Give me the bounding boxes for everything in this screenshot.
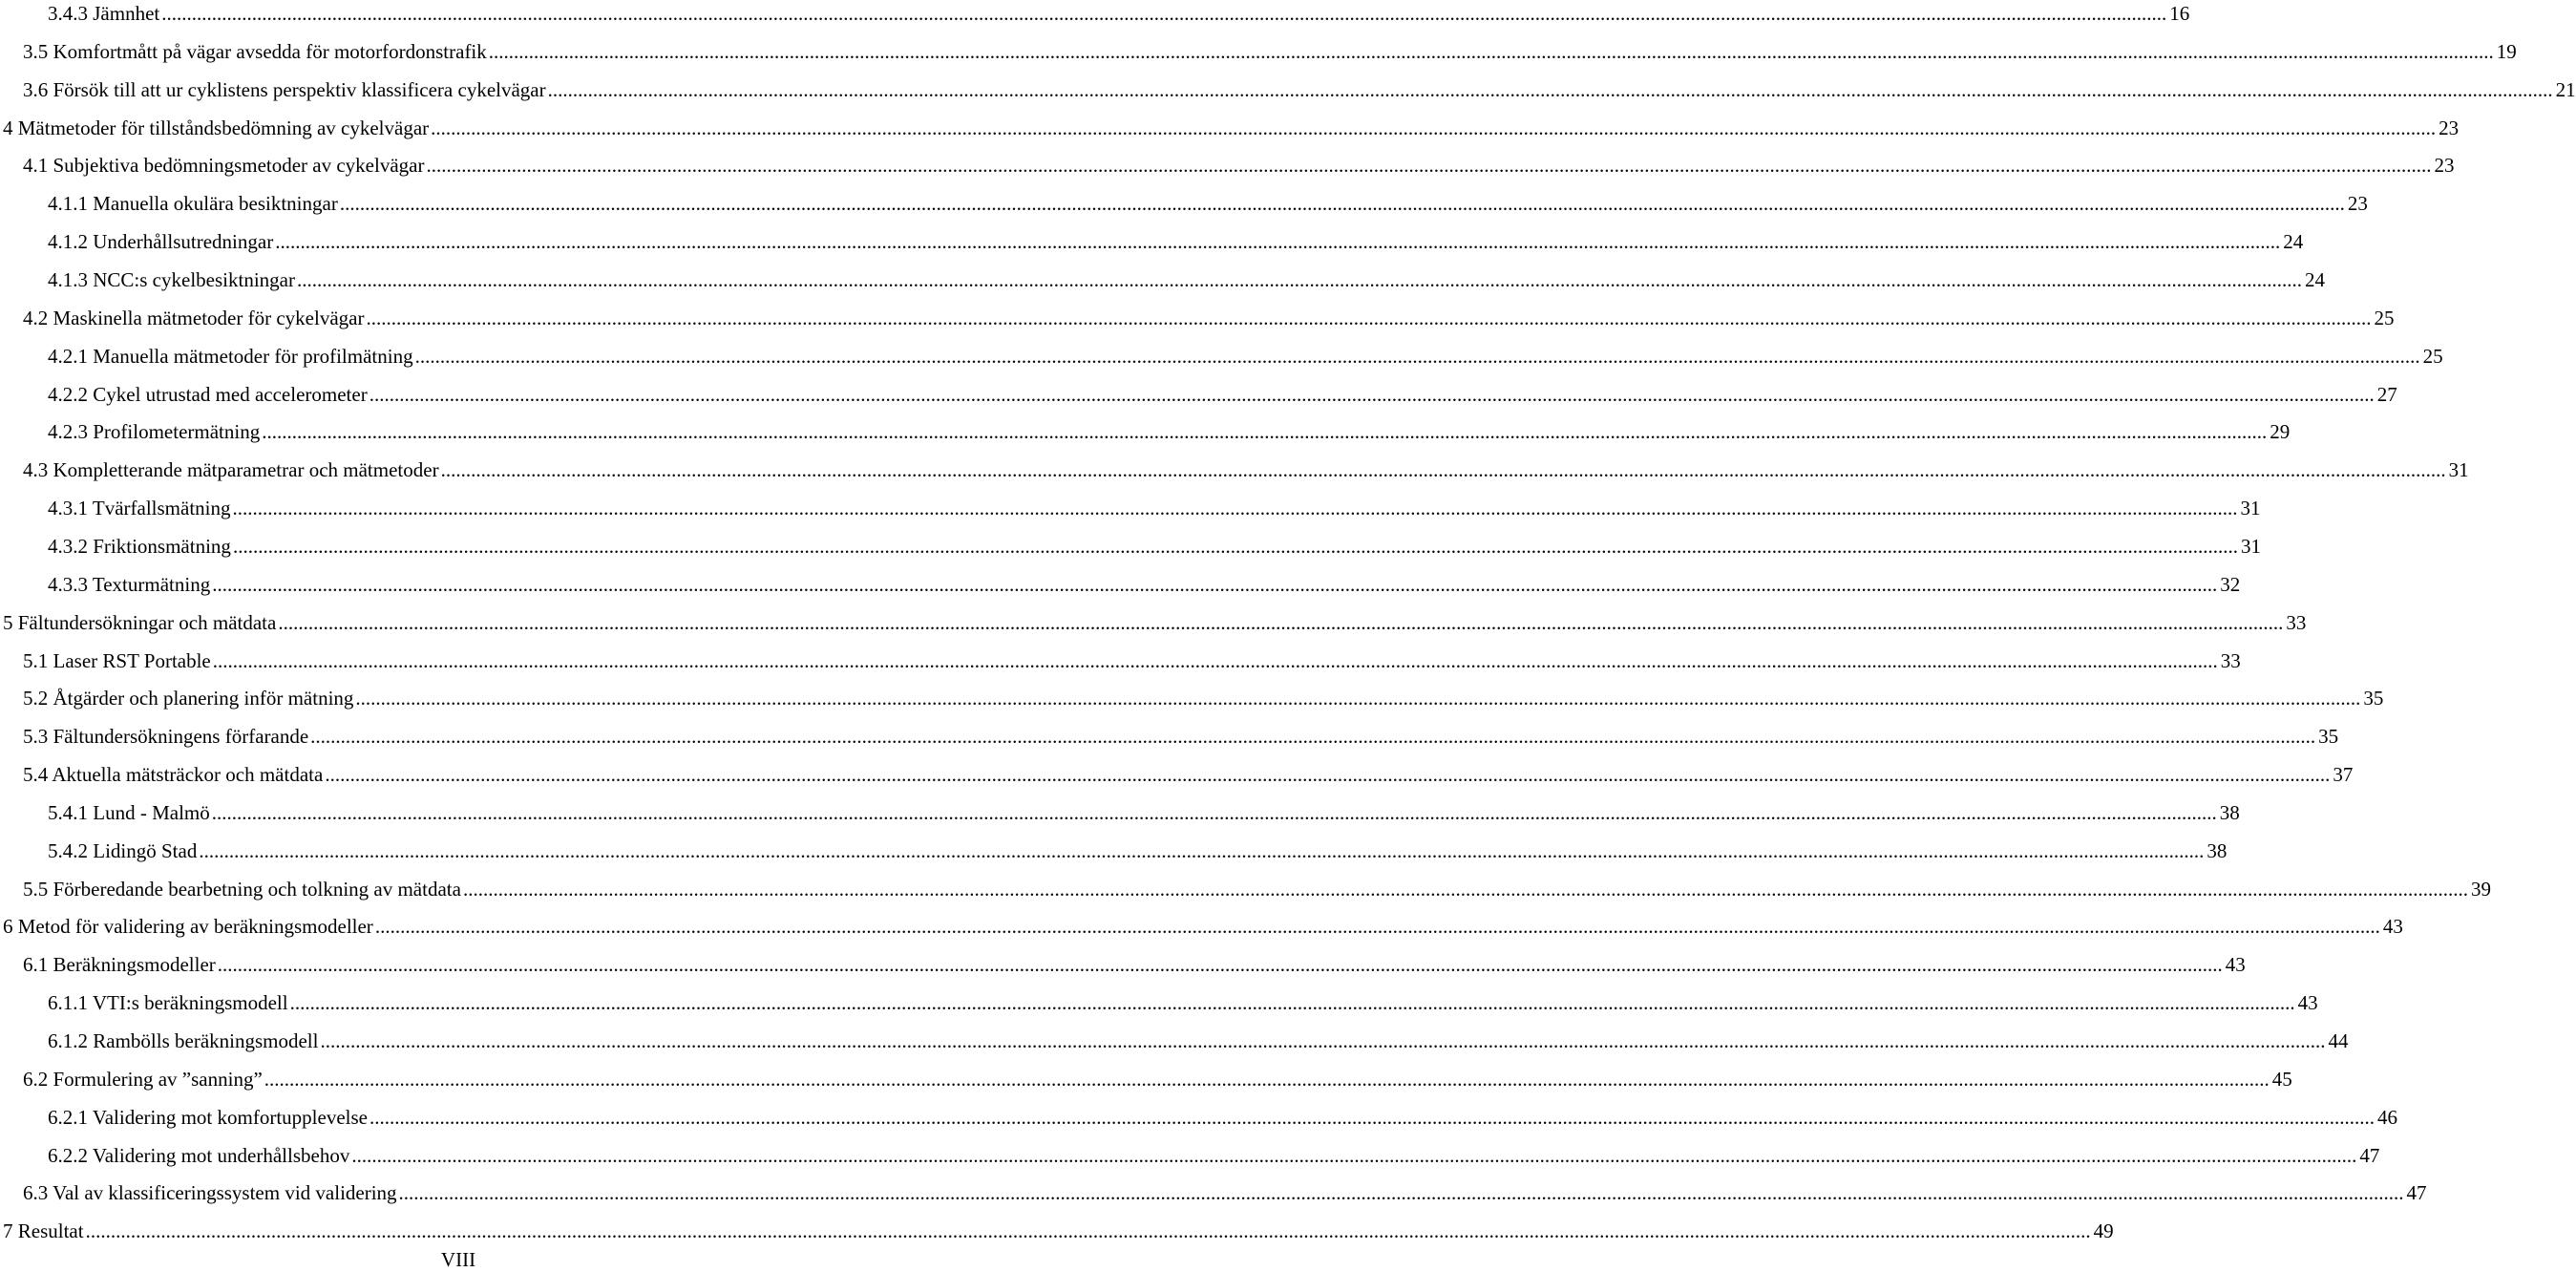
dot-leader: ................................................................................................................................................................................................................................................................................................................................................................................................................ [351,1143,2357,1167]
toc-entry-title: 4.1 Subjektiva bedömningsmetoder av cykelvägar [23,154,425,178]
toc-entry-title: 4.2 Maskinella mätmetoder för cykelvägar [23,306,365,329]
dot-leader: ................................................................................................................................................................................................................................................................................................................................................................................................................ [440,458,2446,482]
toc-entry[interactable] [48,835,2228,867]
toc-entry[interactable] [48,796,2240,829]
dot-leader: ................................................................................................................................................................................................................................................................................................................................................................................................................ [212,648,2218,672]
toc-entry-page-number: 47 [2359,1143,2380,1167]
toc-entry-title: 6.1.1 VTI:s beräkningsmodell [48,991,288,1015]
dot-leader: ................................................................................................................................................................................................................................................................................................................................................................................................................ [264,1067,2270,1091]
toc-entry-title: 4.1.2 Underhållsutredningar [48,230,274,254]
dot-leader: ................................................................................................................................................................................................................................................................................................................................................................................................................ [488,39,2494,63]
toc-entry-title: 6.1.2 Rambölls beräkningsmodell [48,1029,319,1052]
toc-entry-title: 4 Mätmetoder för tillståndsbedömning av cykelvägar [3,116,430,139]
toc-entry-title: 5 Fältundersökningar och mätdata [3,610,277,634]
toc-entry-title: 3.6 Försök till att ur cyklistens perspektiv klassificera cykelvägar [23,77,546,101]
toc-entry-page-number: 33 [2286,610,2307,634]
toc-entry[interactable] [3,1215,2114,1247]
toc-entry[interactable] [23,454,2469,486]
toc-entry-page-number: 19 [2496,39,2517,63]
dot-leader: ................................................................................................................................................................................................................................................................................................................................................................................................................ [262,420,2268,444]
toc-entry[interactable] [48,340,2443,372]
toc-entry-page-number: 43 [2382,915,2403,939]
toc-entry-title: 4.2.3 Profilometermätning [48,420,261,444]
toc-entry-page-number: 16 [2169,2,2190,25]
toc-entry-title: 4.3.1 Tvärfallsmätning [48,497,231,520]
toc-entry-page-number: 47 [2406,1181,2427,1205]
toc-entry-title: 5.5 Förberedande bearbetning och tolkning av mätdata [23,877,461,901]
dot-leader: ................................................................................................................................................................................................................................................................................................................................................................................................................ [199,838,2205,862]
toc-entry-title: 7 Resultat [3,1219,84,1243]
dot-leader: ................................................................................................................................................................................................................................................................................................................................................................................................................ [211,800,2217,824]
dot-leader: ................................................................................................................................................................................................................................................................................................................................................................................................................ [355,687,2361,710]
toc-entry-page-number: 49 [2093,1219,2114,1243]
toc-entry[interactable] [48,1025,2349,1057]
toc-entry-title: 6.2.2 Validering mot underhållsbehov [48,1143,350,1167]
toc-entry[interactable] [48,187,2368,220]
dot-leader: ................................................................................................................................................................................................................................................................................................................................................................................................................ [398,1181,2404,1205]
toc-entry-page-number: 43 [2225,953,2246,977]
page-number: VIII [440,1248,476,1271]
toc-entry-title: 4.2.2 Cykel utrustad med accelerometer [48,382,368,406]
toc-entry-page-number: 43 [2297,991,2318,1015]
toc-entry[interactable] [23,149,2455,181]
toc-entry-title: 4.1.1 Manuella okulära besiktningar [48,192,338,216]
dot-leader: ................................................................................................................................................................................................................................................................................................................................................................................................................ [320,1029,2326,1052]
toc-entry[interactable] [48,0,2190,30]
dot-leader: ................................................................................................................................................................................................................................................................................................................................................................................................................ [232,497,2238,520]
toc-entry-title: 6.2 Formulering av ”sanning” [23,1067,263,1091]
toc-entry-title: 6.1 Beräkningsmodeller [23,953,216,977]
toc-entry[interactable] [48,530,2261,562]
toc-entry-page-number: 35 [2318,725,2339,749]
dot-leader: ................................................................................................................................................................................................................................................................................................................................................................................................................ [212,572,2218,596]
toc-entry[interactable] [23,645,2241,677]
toc-entry[interactable] [23,682,2384,714]
toc-entry-title: 4.2.1 Manuella mätmetoder för profilmätning [48,344,413,368]
toc-entry[interactable] [23,35,2517,68]
toc-entry[interactable] [3,112,2460,144]
toc-entry[interactable] [23,1177,2427,1209]
toc-entry-page-number: 25 [2374,306,2395,329]
toc-entry-page-number: 23 [2347,192,2368,216]
toc-entry-title: 3.4.3 Jämnhet [48,2,160,25]
dot-leader: ................................................................................................................................................................................................................................................................................................................................................................................................................ [161,2,2167,25]
toc-entry-title: 5.2 Åtgärder och planering inför mätning [23,687,354,710]
toc-entry[interactable] [23,302,2395,334]
toc-entry[interactable] [3,910,2403,943]
dot-leader: ................................................................................................................................................................................................................................................................................................................................................................................................................ [462,877,2468,901]
toc-entry[interactable] [48,492,2261,524]
dot-leader: ................................................................................................................................................................................................................................................................................................................................................................................................................ [278,610,2284,634]
toc-entry-title: 5.4 Aktuella mätsträckor och mätdata [23,763,324,786]
dot-leader: ................................................................................................................................................................................................................................................................................................................................................................................................................ [325,763,2331,786]
toc-entry-title: 4.3 Kompletterande mätparametrar och mätmetoder [23,458,439,482]
toc-entry-page-number: 32 [2220,572,2241,596]
dot-leader: ................................................................................................................................................................................................................................................................................................................................................................................................................ [339,192,2345,216]
toc-entry-page-number: 23 [2434,154,2455,178]
toc-entry-title: 5.4.2 Lidingö Stad [48,838,198,862]
toc-entry[interactable] [48,1101,2397,1134]
toc-entry-title: 6 Metod för validering av beräkningsmodeller [3,915,373,939]
toc-entry-title: 5.4.1 Lund - Malmö [48,800,210,824]
toc-entry-page-number: 24 [2283,230,2304,254]
toc-entry[interactable] [48,378,2397,411]
toc-entry[interactable] [48,225,2304,258]
toc-entry[interactable] [48,415,2291,448]
toc-entry-page-number: 31 [2240,534,2261,558]
dot-leader: ................................................................................................................................................................................................................................................................................................................................................................................................................ [426,154,2432,178]
toc-entry-page-number: 23 [2439,116,2460,139]
toc-entry-title: 4.3.3 Texturmätning [48,572,211,596]
toc-entry-page-number: 46 [2376,1105,2397,1129]
toc-entry[interactable] [48,1139,2380,1172]
dot-leader: ................................................................................................................................................................................................................................................................................................................................................................................................................ [217,953,2223,977]
toc-entry[interactable] [23,873,2491,905]
dot-leader: ................................................................................................................................................................................................................................................................................................................................................................................................................ [310,725,2316,749]
dot-leader: ................................................................................................................................................................................................................................................................................................................................................................................................................ [547,77,2553,101]
toc-entry-page-number: 29 [2270,420,2291,444]
toc-entry-title: 5.1 Laser RST Portable [23,648,211,672]
toc-entry-page-number: 31 [2240,497,2261,520]
dot-leader: ................................................................................................................................................................................................................................................................................................................................................................................................................ [431,116,2437,139]
dot-leader: ................................................................................................................................................................................................................................................................................................................................................................................................................ [369,382,2375,406]
toc-entry-page-number: 21 [2555,77,2576,101]
toc-entry[interactable] [23,74,2576,106]
dot-leader: ................................................................................................................................................................................................................................................................................................................................................................................................................ [366,306,2372,329]
toc-entry-title: 5.3 Fältundersökningens förfarande [23,725,309,749]
dot-leader: ................................................................................................................................................................................................................................................................................................................................................................................................................ [275,230,2281,254]
toc-entry-page-number: 35 [2363,687,2384,710]
toc-entry-page-number: 45 [2271,1067,2292,1091]
toc-entry-page-number: 33 [2220,648,2241,672]
toc-entry[interactable] [48,986,2318,1019]
toc-entry-page-number: 31 [2448,458,2469,482]
dot-leader: ................................................................................................................................................................................................................................................................................................................................................................................................................ [296,267,2302,291]
toc-entry-title: 6.3 Val av klassificeringssystem vid validering [23,1181,397,1205]
toc-entry[interactable] [48,264,2325,296]
toc-entry[interactable] [23,1063,2292,1095]
toc-entry[interactable] [48,568,2241,601]
dot-leader: ................................................................................................................................................................................................................................................................................................................................................................................................................ [289,991,2295,1015]
toc-entry-page-number: 25 [2422,344,2443,368]
dot-leader: ................................................................................................................................................................................................................................................................................................................................................................................................................ [85,1219,2091,1243]
toc-entry-page-number: 37 [2333,763,2354,786]
toc-entry-page-number: 38 [2219,800,2240,824]
toc-entry[interactable] [23,720,2339,753]
toc-entry-page-number: 39 [2470,877,2491,901]
toc-entry[interactable] [3,606,2307,639]
dot-leader: ................................................................................................................................................................................................................................................................................................................................................................................................................ [374,915,2380,939]
toc-entry-title: 4.3.2 Friktionsmätning [48,534,231,558]
dot-leader: ................................................................................................................................................................................................................................................................................................................................................................................................................ [369,1105,2375,1129]
toc-entry-title: 4.1.3 NCC:s cykelbesiktningar [48,267,295,291]
toc-entry[interactable] [23,758,2354,791]
dot-leader: ................................................................................................................................................................................................................................................................................................................................................................................................................ [232,534,2238,558]
toc-entry-page-number: 44 [2328,1029,2349,1052]
dot-leader: ................................................................................................................................................................................................................................................................................................................................................................................................................ [414,344,2420,368]
toc-entry-page-number: 24 [2304,267,2325,291]
toc-entry[interactable] [23,948,2246,981]
toc-entry-title: 3.5 Komfortmått på vägar avsedda för motorfordonstrafik [23,39,487,63]
toc-entry-title: 6.2.1 Validering mot komfortupplevelse [48,1105,368,1129]
toc-entry-page-number: 27 [2376,382,2397,406]
toc-entry-page-number: 38 [2206,838,2228,862]
